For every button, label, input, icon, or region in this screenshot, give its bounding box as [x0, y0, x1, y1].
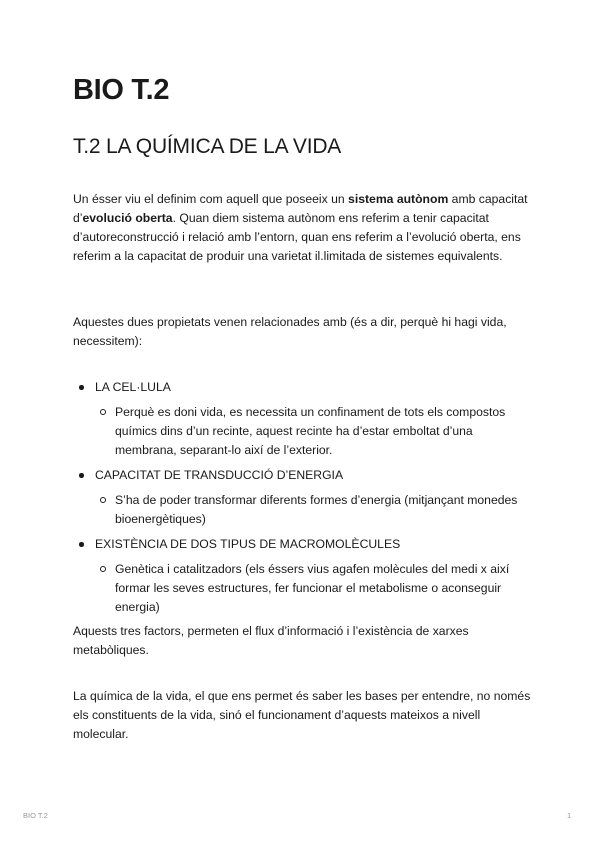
sub-list-item: S’ha de poder transformar diferents formes d’energia (mitjançant monedes bioenergètiques) — [95, 491, 533, 529]
footer-page-number: 1 — [567, 811, 572, 820]
properties-paragraph: Aquestes dues propietats venen relacionades amb (és a dir, perquè hi hagi vida, necessitem): — [73, 315, 507, 348]
list-item-label: CAPACITAT DE TRANSDUCCIÓ D’ENERGIA — [95, 468, 344, 482]
sub-list — [95, 403, 533, 460]
list-item — [73, 466, 533, 529]
list-item-label: EXISTÈNCIA DE DOS TIPUS DE MACROMOLÈCULES — [95, 537, 401, 551]
intro-text-1: Un ésser viu el definim com aquell que poseeix un — [73, 192, 349, 206]
list-item-label: LA CEL·LULA — [95, 380, 171, 394]
list-item — [73, 378, 533, 460]
sub-list-item: Genètica i catalitzadors (els éssers vius agafen molècules del medi x així formar les seves estructures, fer funcionar el metabolisme o aconseguir energia) — [95, 560, 533, 617]
bold-evolucio-oberta: evolució oberta — [82, 211, 173, 225]
sub-list-item: Perquè es doni vida, es necessita un confinament de tots els compostos químics dins d’un recinte, aquest recinte ha d’estar emboltat d’una membrana, separant-lo així de l’exterior. — [95, 403, 533, 460]
intro-text-3: . Quan diem sistema autònom ens referim a tenir capacitat d’autoreconstrucció i relació amb l’entorn, quan ens referim a l’evolució oberta, ens referim a la capacitat de produir una varietat il.limitada de sistemes equivalents. — [73, 211, 521, 263]
factors-paragraph: Aquests tres factors, permeten el flux d’informació i l’existència de xarxes metabòliques. — [73, 624, 469, 657]
bold-sistema-autonom: sistema autònom — [348, 192, 449, 206]
requirements-list — [73, 378, 533, 623]
page-title: BIO T.2 — [73, 74, 170, 106]
chemistry-paragraph: La química de la vida, el que ens permet és saber les bases per entendre, no només els constituents de la vida, sinó el funcionament d’aquests mateixos a nivell molecular. — [73, 689, 531, 741]
section-title: T.2 LA QUÍMICA DE LA VIDA — [73, 135, 342, 158]
list-item — [73, 535, 533, 617]
intro-paragraph — [73, 190, 533, 266]
sub-list — [95, 491, 533, 529]
sub-list — [95, 560, 533, 617]
intro-text-2: amb capacitat d’ — [73, 192, 528, 225]
footer-doc-name: BIO T.2 — [23, 811, 48, 820]
